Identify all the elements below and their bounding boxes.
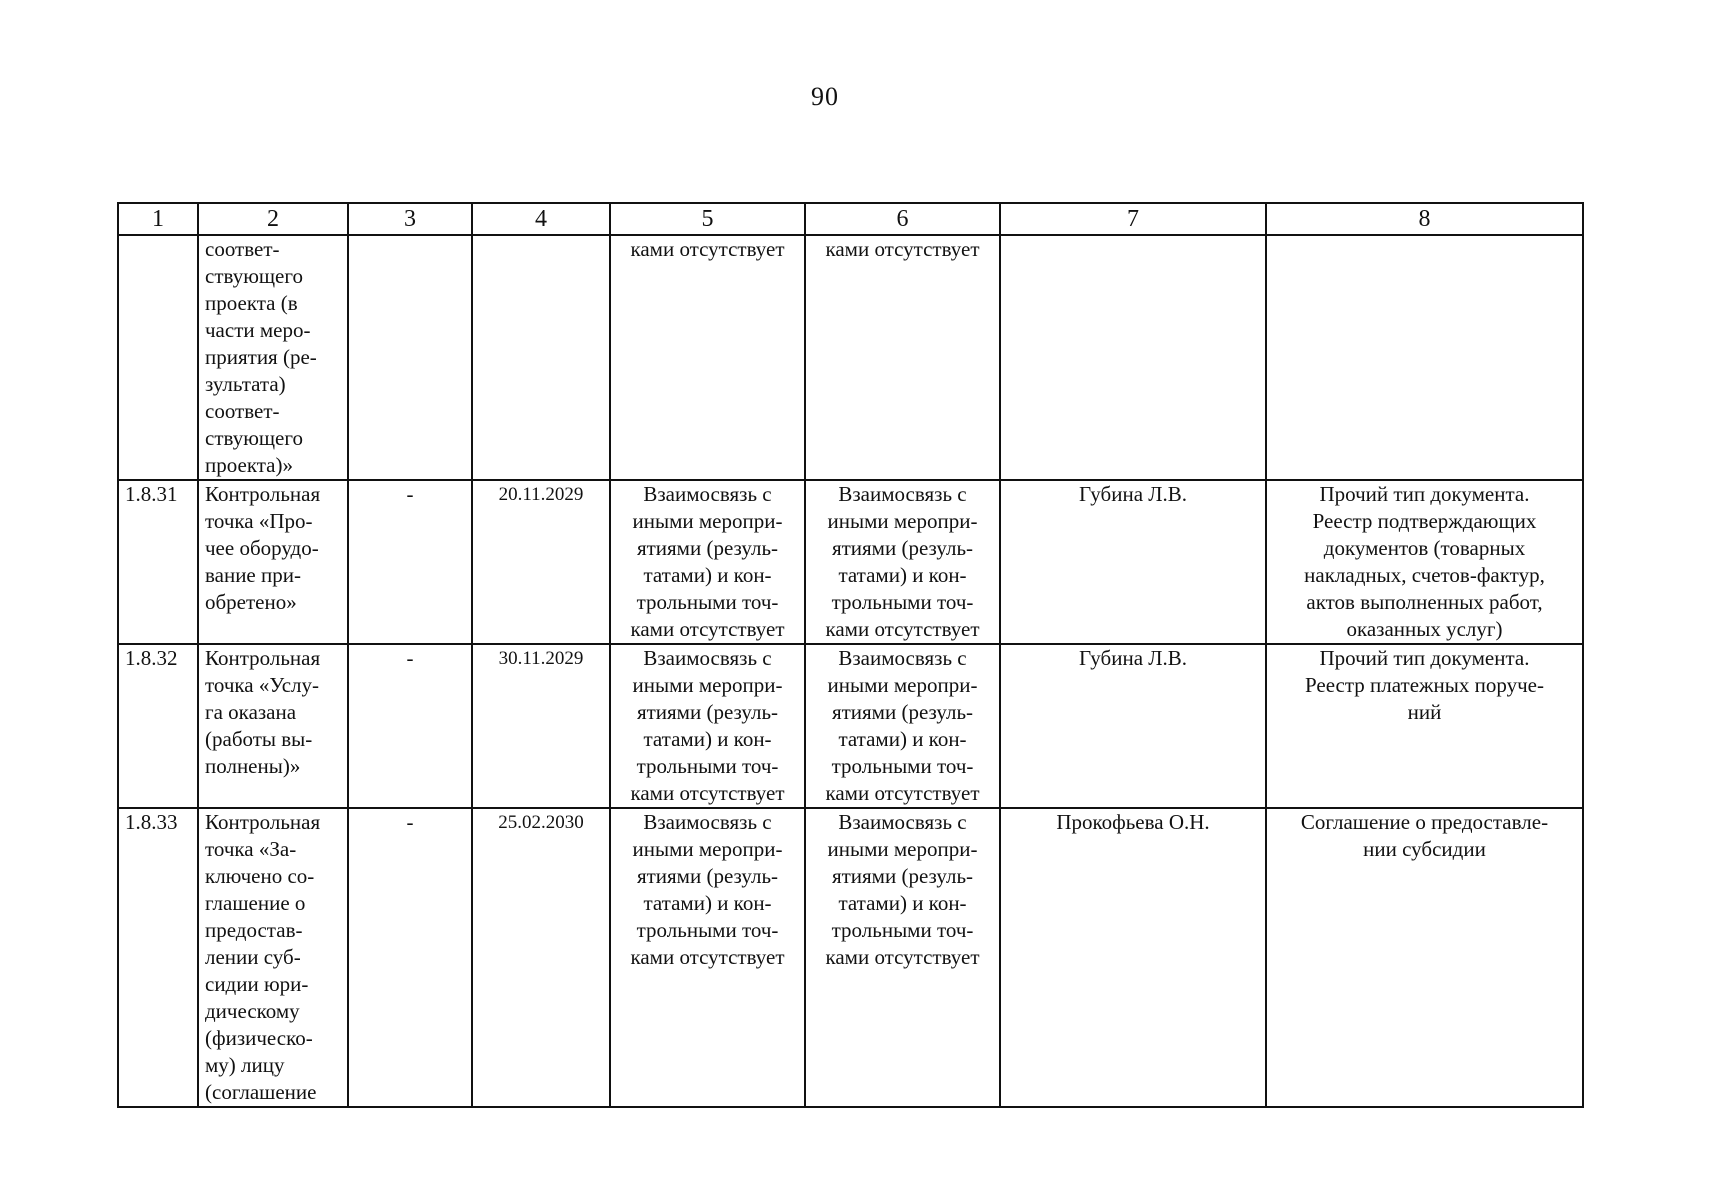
date-cell: 20.11.2029 — [472, 480, 610, 644]
responsible-cell: Прокофьева О.Н. — [1000, 808, 1266, 1107]
relation-cell-6: ками отсутствует — [805, 235, 1000, 480]
measures-table — [117, 202, 1584, 1108]
table-row — [118, 644, 1583, 808]
document-cell: Прочий тип документа. Реестр платежных поруче- ний — [1266, 644, 1583, 808]
table-row — [118, 480, 1583, 644]
col3-cell: - — [348, 480, 472, 644]
row-number-cell: 1.8.32 — [118, 644, 198, 808]
document-cell — [1266, 235, 1583, 480]
measure-name-cell: Контрольная точка «Про- чее оборудо- вание при- обретено» — [198, 480, 348, 644]
relation-cell-5: Взаимосвязь с иными меропри- ятиями (резуль- татами) и кон- трольными точ- ками отсутствует — [610, 480, 805, 644]
col3-cell — [348, 235, 472, 480]
column-header-8: 8 — [1266, 203, 1583, 235]
row-number-cell — [118, 235, 198, 480]
column-header-1: 1 — [118, 203, 198, 235]
relation-cell-6: Взаимосвязь с иными меропри- ятиями (резуль- татами) и кон- трольными точ- ками отсутствует — [805, 644, 1000, 808]
responsible-cell: Губина Л.В. — [1000, 480, 1266, 644]
page-number: 90 — [811, 82, 839, 111]
column-header-4: 4 — [472, 203, 610, 235]
column-header-6: 6 — [805, 203, 1000, 235]
col3-cell: - — [348, 808, 472, 1107]
measure-name-cell: Контрольная точка «Услу- га оказана (работы вы- полнены)» — [198, 644, 348, 808]
relation-cell-6: Взаимосвязь с иными меропри- ятиями (резуль- татами) и кон- трольными точ- ками отсутствует — [805, 480, 1000, 644]
column-header-3: 3 — [348, 203, 472, 235]
col3-cell: - — [348, 644, 472, 808]
table-row-continuation — [118, 235, 1583, 480]
column-header-2: 2 — [198, 203, 348, 235]
row-number-cell: 1.8.31 — [118, 480, 198, 644]
row-number-cell: 1.8.33 — [118, 808, 198, 1107]
table-header-row — [118, 203, 1583, 235]
document-cell: Прочий тип документа. Реестр подтверждающих документов (товарных накладных, счетов-фактур, актов выполненных работ, оказанных услуг) — [1266, 480, 1583, 644]
document-cell: Соглашение о предоставле- нии субсидии — [1266, 808, 1583, 1107]
responsible-cell: Губина Л.В. — [1000, 644, 1266, 808]
relation-cell-5: Взаимосвязь с иными меропри- ятиями (резуль- татами) и кон- трольными точ- ками отсутствует — [610, 644, 805, 808]
column-header-5: 5 — [610, 203, 805, 235]
measure-name-cell: Контрольная точка «За- ключено со- глашение о предостав- лении суб- сидии юри- дическому (физическо- му) лицу (соглашение — [198, 808, 348, 1107]
relation-cell-5: ками отсутствует — [610, 235, 805, 480]
measure-name-cell: соответ- ствующего проекта (в части меро- приятия (ре- зультата) соответ- ствующего проекта)» — [198, 235, 348, 480]
table-row — [118, 808, 1583, 1107]
responsible-cell — [1000, 235, 1266, 480]
column-header-7: 7 — [1000, 203, 1266, 235]
date-cell: 30.11.2029 — [472, 644, 610, 808]
date-cell: 25.02.2030 — [472, 808, 610, 1107]
date-cell — [472, 235, 610, 480]
relation-cell-6: Взаимосвязь с иными меропри- ятиями (резуль- татами) и кон- трольными точ- ками отсутствует — [805, 808, 1000, 1107]
relation-cell-5: Взаимосвязь с иными меропри- ятиями (резуль- татами) и кон- трольными точ- ками отсутствует — [610, 808, 805, 1107]
